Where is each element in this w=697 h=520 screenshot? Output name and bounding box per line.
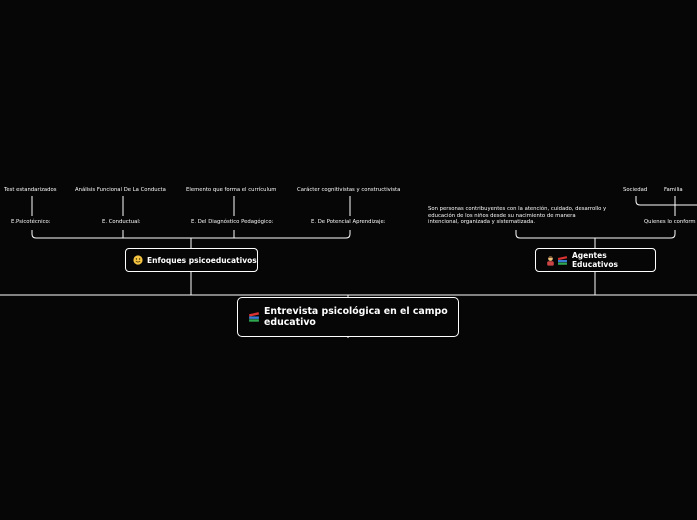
books-icon: [557, 255, 568, 266]
leaf-caracter-cognitivistas[interactable]: Carácter cognitivistas y constructivista: [297, 187, 401, 193]
smiley-icon: [133, 255, 143, 265]
topic-enfoques-psicoeducativos[interactable]: [125, 248, 258, 272]
branch-e-conductual[interactable]: E. Conductual:: [102, 219, 141, 225]
branch-e-psicotecnico[interactable]: E.Psicotécnico:: [11, 219, 51, 225]
central-title: Entrevista psicológica en el campo educativo: [264, 306, 448, 328]
topic-title: Agentes Educativos: [571, 251, 618, 269]
topic-agentes-educativos[interactable]: [535, 248, 656, 272]
leaf-analisis-funcional[interactable]: Análisis Funcional De La Conducta: [75, 187, 166, 193]
branch-quienes-lo-conforman[interactable]: Quienes lo conform: [644, 219, 696, 225]
branch-e-diagnostico-pedagogico[interactable]: E. Del Diagnóstico Pedagógico:: [191, 219, 274, 225]
central-topic[interactable]: [237, 297, 459, 337]
leaf-elemento-curriculum[interactable]: Elemento que forma el currículum: [186, 187, 277, 193]
topic-title: Enfoques psicoeducativos: [147, 255, 257, 265]
leaf-sociedad[interactable]: Sociedad: [623, 187, 648, 193]
description-agentes[interactable]: Son personas contribuyentes con la atención, cuidado, desarrollo y educación de los niños desde su nacimiento de manera intencional, organizada y sistematizada.: [428, 206, 607, 226]
books-icon: [248, 311, 260, 323]
leaf-test-estandarizados[interactable]: Test estandarizados: [4, 187, 57, 193]
leaf-familia[interactable]: Familia: [664, 187, 683, 193]
teacher-icon: [545, 255, 556, 266]
branch-e-potencial-aprendizaje[interactable]: E. De Potencial Aprendizaje:: [311, 219, 386, 225]
